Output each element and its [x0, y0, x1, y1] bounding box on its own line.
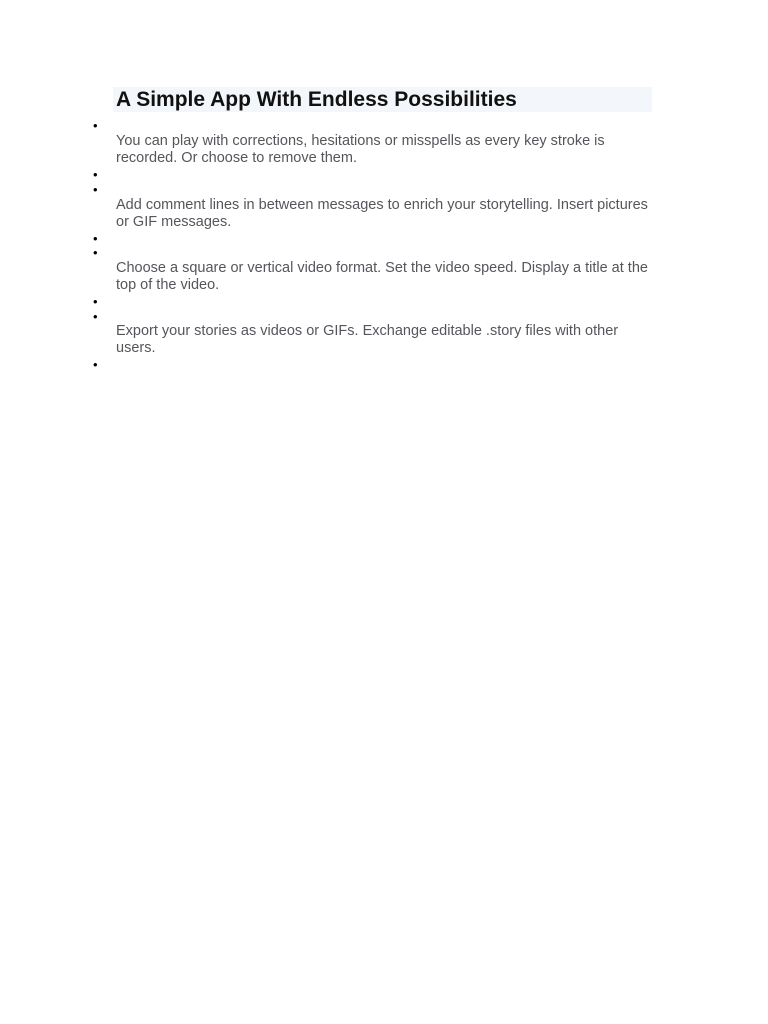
- feature-item-text: Choose a square or vertical video format. Set the video speed. Display a title at the top of the video.: [116, 260, 648, 293]
- page-heading: A Simple App With Endless Possibilities: [116, 88, 517, 111]
- list-bullet: •: [93, 294, 98, 309]
- list-bullet: •: [93, 357, 98, 372]
- list-bullet: •: [93, 309, 98, 324]
- list-bullet: •: [93, 231, 98, 246]
- list-bullet: •: [93, 167, 98, 182]
- list-bullet: •: [93, 245, 98, 260]
- feature-item-text: You can play with corrections, hesitations or misspells as every key stroke is recorded. Or choose to remove them.: [116, 133, 605, 166]
- list-bullet: •: [93, 182, 98, 197]
- feature-item-text: Add comment lines in between messages to enrich your storytelling. Insert pictures or GIF messages.: [116, 197, 648, 230]
- feature-item-text: Export your stories as videos or GIFs. Exchange editable .story files with other users.: [116, 323, 619, 356]
- list-bullet: •: [93, 118, 98, 133]
